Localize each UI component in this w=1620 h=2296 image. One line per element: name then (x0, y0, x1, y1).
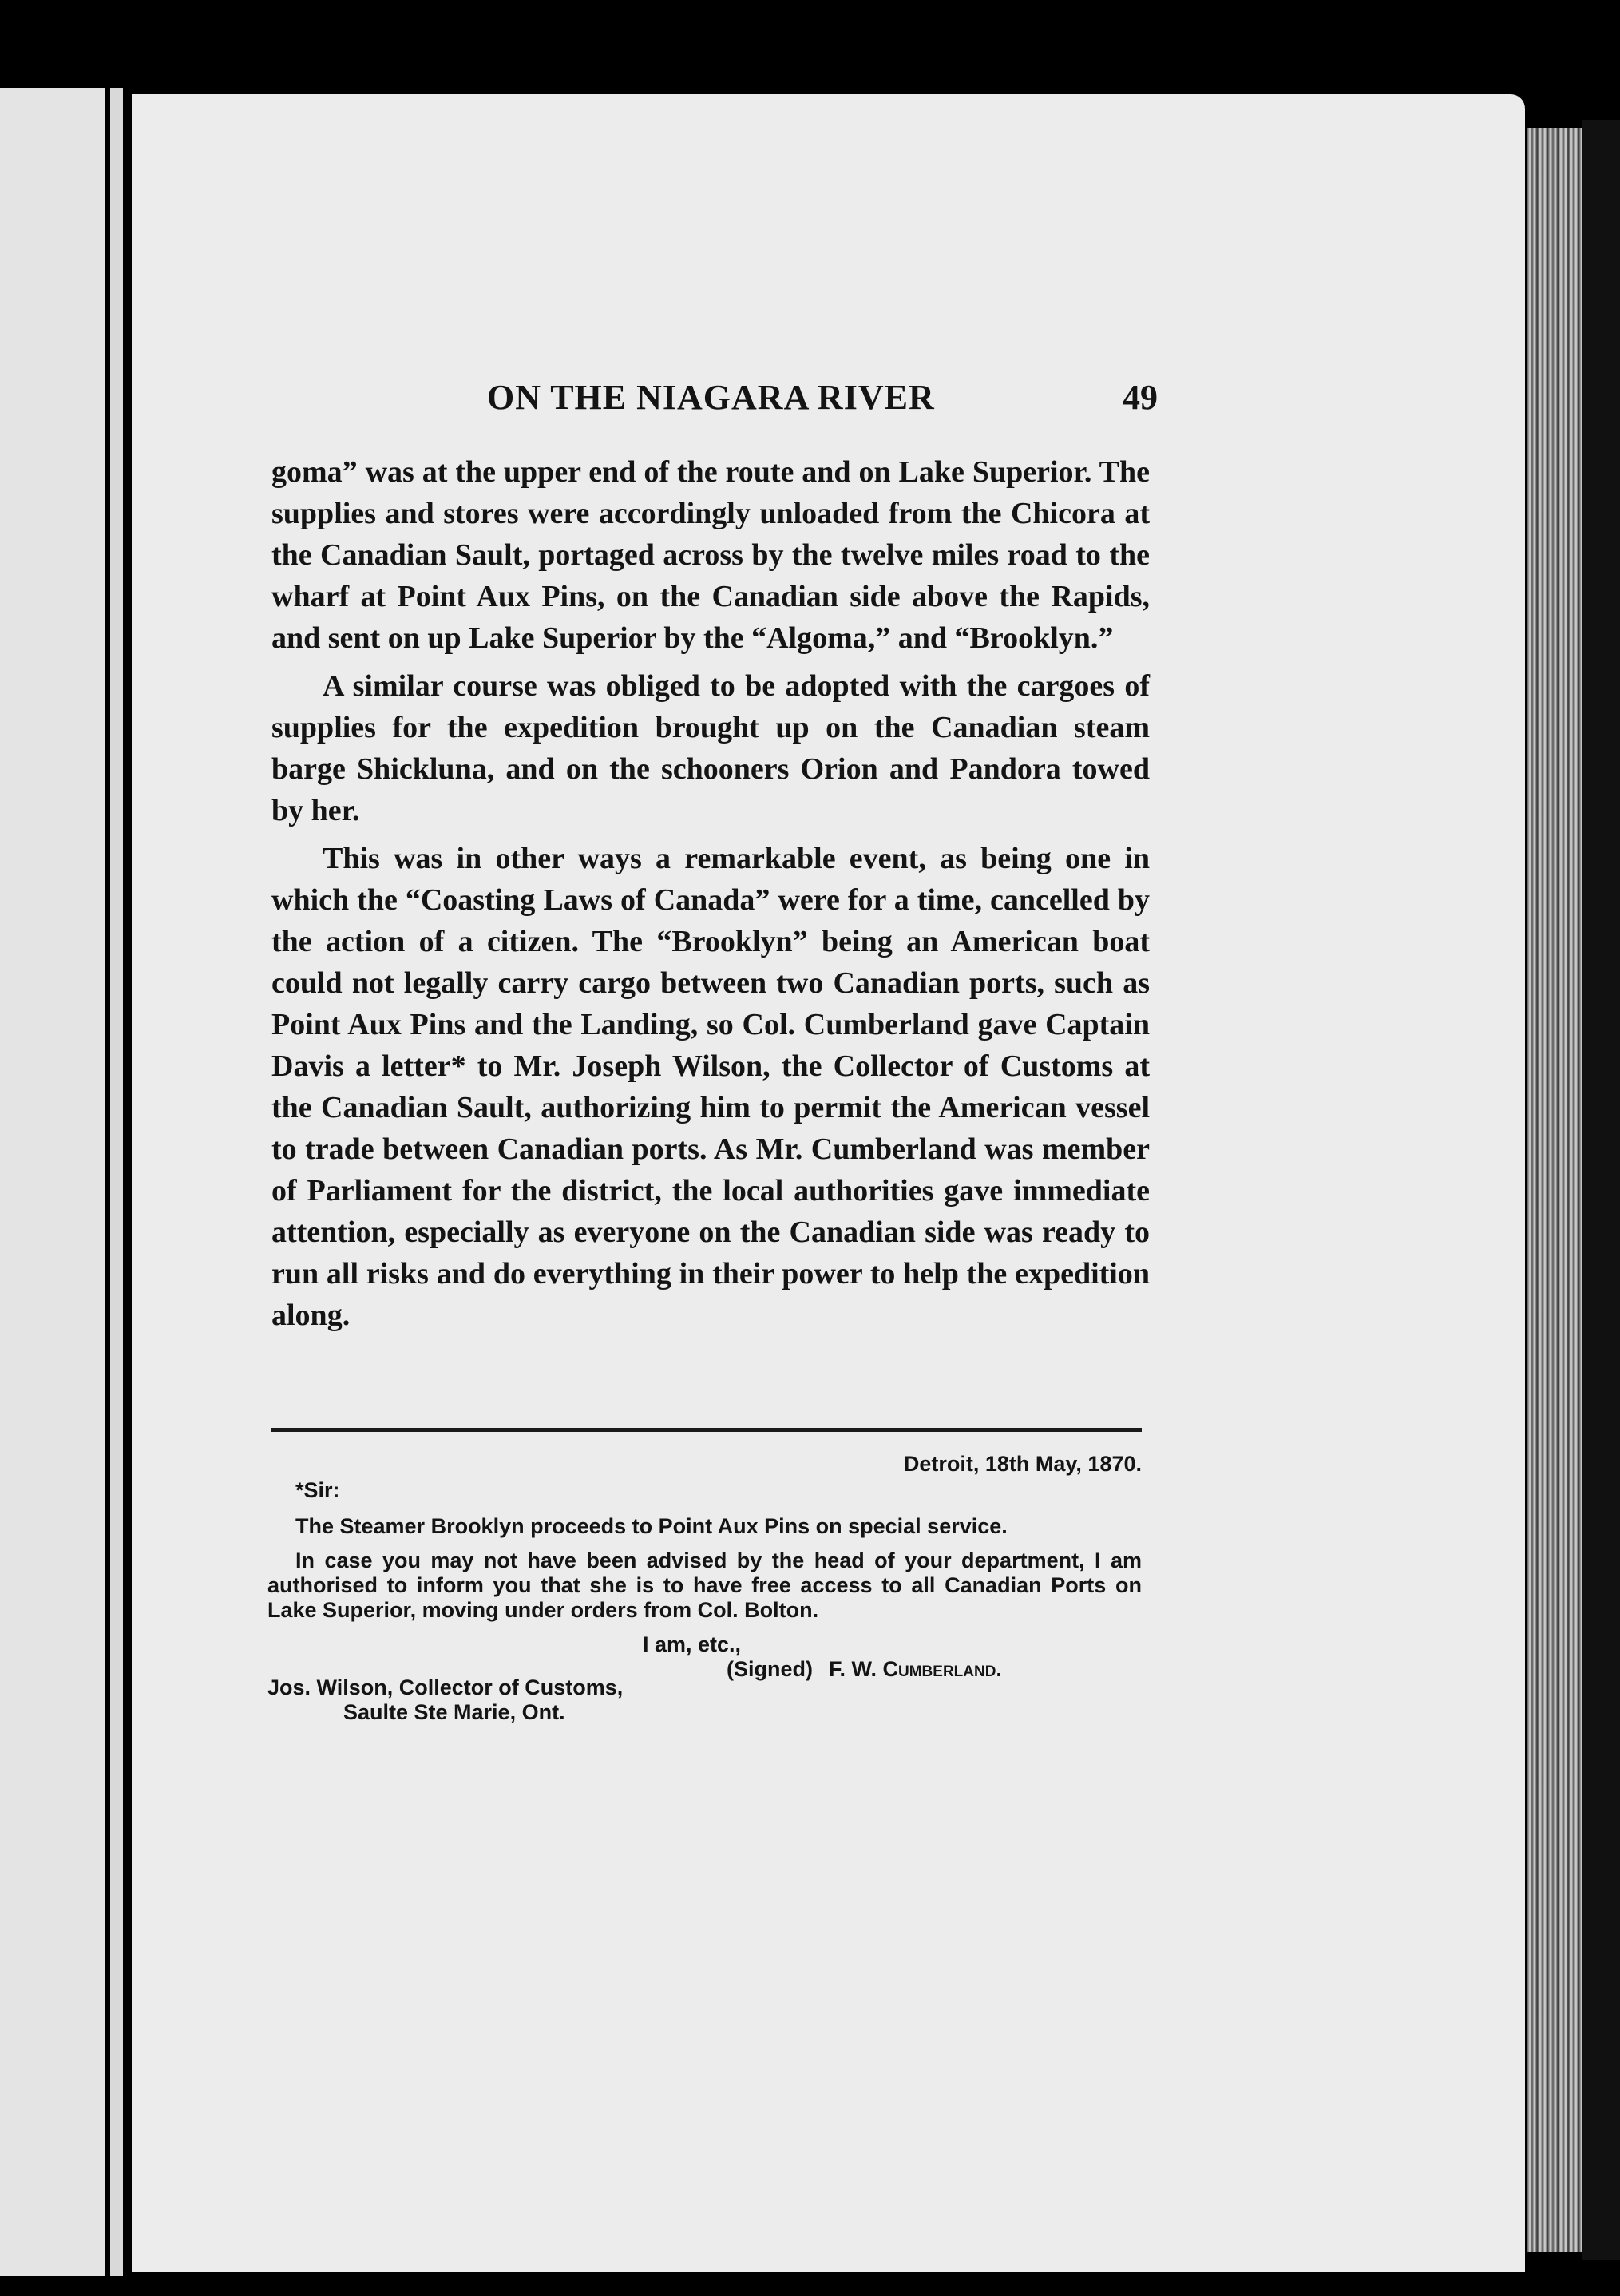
book-spine (1582, 120, 1620, 2260)
running-title: ON THE NIAGARA RIVER (487, 378, 935, 417)
paragraph: This was in other ways a remarkable event, as being one in which the “Coasting Laws of Canada” were for a time, cancelled by the action of a citizen. The “Brooklyn” being an American boat could not legally carry cargo between two Canadian ports, such as Point Aux Pins and the Landing, so Col. Cumberland gave Captain Davis a letter* to Mr. Joseph Wilson, the Collector of Customs at the Canadian Sault, authorizing him to permit the American vessel to trade between Canadian ports. As Mr. Cumberland was member of Parliament for the district, the local authorities gave immediate attention, especially as everyone on the Canadian side was ready to run all risks and do everything in their power to help the expedition along. (271, 842, 1150, 1332)
facing-page-edge (0, 88, 105, 2276)
letter-paragraph: The Steamer Brooklyn proceeds to Point Aux Pins on special service. (295, 1514, 1008, 1538)
letter-closing: I am, etc., (643, 1632, 742, 1656)
paragraph: goma” was at the upper end of the route and on Lake Superior. The supplies and stores were accordingly unloaded from the Chicora at the Canadian Sault, portaged across by the twelve miles road to the wharf at Point Aux Pins, on the Canadian side above the Rapids, and sent on up Lake Superior by the “Algoma,” and “Brooklyn.” (271, 455, 1150, 655)
page-stack-edge (1527, 128, 1582, 2252)
letter-date: Detroit, 18th May, 1870. (903, 1452, 1142, 1476)
page-gutter (110, 88, 123, 2276)
signed-label: (Signed) (727, 1657, 813, 1681)
footnote-rule (271, 1428, 1142, 1432)
addressee-line: Saulte Ste Marie, Ont. (343, 1700, 565, 1724)
body-text (271, 451, 1150, 1336)
addressee-line: Jos. Wilson, Collector of Customs, (267, 1675, 624, 1699)
letter-salutation: *Sir: (295, 1478, 340, 1502)
signer-name: F. W. Cumberland. (829, 1657, 1002, 1681)
running-header (271, 377, 1158, 425)
footnote-letter (267, 1452, 1142, 1725)
paragraph: A similar course was obliged to be adopted with the cargoes of supplies for the expedition brought up on the Canadian steam barge Shickluna, and on the schooners Orion and Pandora towed by her. (271, 669, 1150, 827)
letter-paragraph: In case you may not have been advised by the head of your department, I am authorised to inform you that she is to have free access to all Canadian Ports on Lake Superior, moving under orders from Col. Bolton. (267, 1549, 1142, 1622)
page-number: 49 (1123, 378, 1158, 417)
